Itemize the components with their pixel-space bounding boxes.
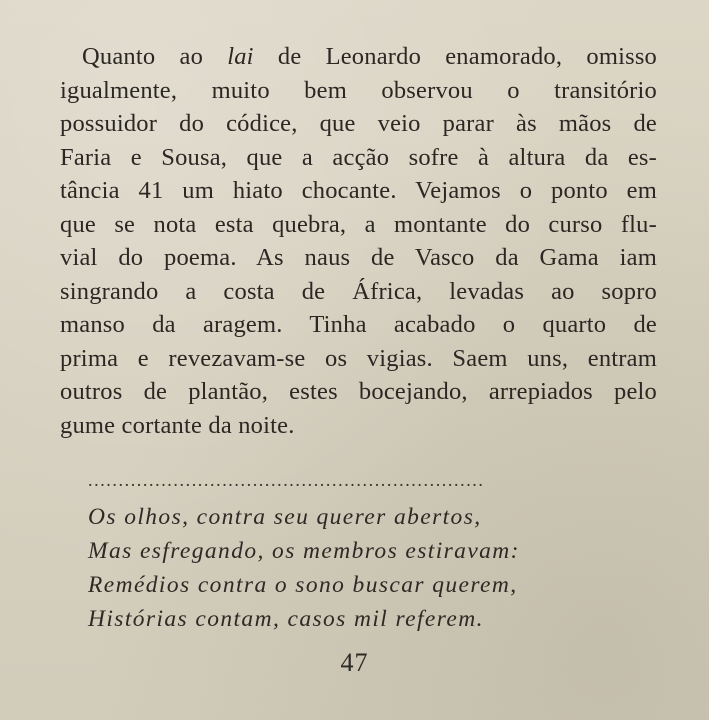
prose-paragraph [60, 40, 657, 442]
italic-term-lai: lai [227, 43, 254, 70]
paragraph-line: singrando a costa de África, levadas ao sopro [60, 277, 657, 305]
ellipsis-separator: ................................................................. [88, 470, 485, 490]
paragraph-line: manso da aragem. Tinha acabado o quarto de [60, 311, 657, 338]
verse-stanza [88, 500, 648, 636]
paragraph-line: prima e revezavam-se os vigias. Saem uns, entram [60, 344, 657, 372]
paragraph-line: que se nota esta quebra, a montante do curso flu- [60, 210, 657, 238]
paragraph-line: possuidor do códice, que veio parar às mãos de [60, 110, 657, 137]
page-number: 47 [340, 648, 369, 677]
paragraph-line: Faria e Sousa, que a acção sofre à altura da es- [60, 143, 657, 171]
paragraph-line: gume cortante da noite. [60, 411, 295, 439]
paragraph-line: Quanto ao lai de Leonardo enamorado, omisso [82, 43, 657, 70]
paragraph-line: vial do poema. As naus de Vasco da Gama iam [60, 244, 657, 271]
verse-line: Histórias contam, casos mil referem. [88, 606, 484, 632]
paragraph-line: outros de plantão, estes bocejando, arrepiados pelo [60, 378, 657, 405]
paragraph-line: tância 41 um hiato chocante. Vejamos o ponto em [60, 177, 657, 204]
verse-line: Remédios contra o sono buscar querem, [88, 572, 518, 598]
verse-line: Mas esfregando, os membros estiravam: [88, 538, 520, 564]
paragraph-line: igualmente, muito bem observou o transitório [60, 76, 657, 104]
verse-line: Os olhos, contra seu querer abertos, [88, 504, 482, 530]
